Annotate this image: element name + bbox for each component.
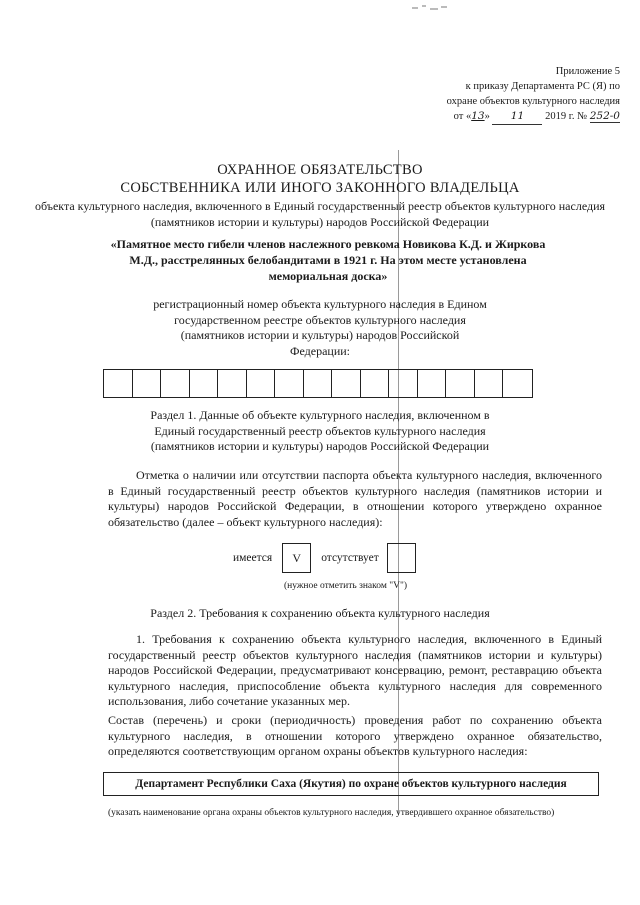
no-passport-label: отсутствует bbox=[321, 552, 379, 564]
department-name-field[interactable]: Департамент Республики Саха (Якутия) по охране объектов культурного наследия bbox=[103, 772, 599, 796]
section-1-paragraph-text: Отметка о наличии или отсутствии паспорта объекта культурного наследия, включенного в Единый государственный реестр объектов культурного наследия (памятников истории и культуры) народов Российской Федерации, в отношении которого утверждено охранное обязательство (далее – объект культурного наследия): bbox=[108, 468, 602, 529]
section-2-heading: Раздел 2. Требования к сохранению объекта культурного наследия bbox=[150, 606, 490, 620]
reg-cell[interactable] bbox=[133, 370, 162, 397]
section-1-paragraph bbox=[108, 468, 602, 530]
document-title-line-2: СОБСТВЕННИКА ИЛИ ИНОГО ЗАКОННОГО ВЛАДЕЛЬЦА bbox=[120, 180, 520, 196]
has-passport-label: имеется bbox=[233, 552, 273, 564]
department-hint: (указать наименование органа охраны объектов культурного наследия, утвердившего охранное обязательство) bbox=[108, 808, 555, 818]
section-2-paragraph-1-text: 1. Требования к сохранению объекта культурного наследия, включенного в Единый государственный реестр объектов культурного наследия (памятников истории и культуры) народов Российской Федерации, предусматривают консервацию, ремонт, реставрацию объекта культурного наследия, приспособление объекта культурного наследия для современного использования, либо сочетание указанных мер. bbox=[108, 632, 602, 708]
reg-cell[interactable] bbox=[218, 370, 247, 397]
section-2-paragraph-2: Состав (перечень) и сроки (периодичность) проведения работ по сохранению объекта культурного наследия, в отношении которого утверждено охранное обязательство, определяются соответствующим органом охраны объектов культурного наследия: bbox=[108, 713, 602, 758]
date-month: 11 bbox=[492, 109, 542, 125]
order-number: 252-0 bbox=[589, 110, 620, 122]
date-mid: » bbox=[484, 111, 490, 122]
reg-cell[interactable] bbox=[332, 370, 361, 397]
registration-caption: регистрационный номер объекта культурного наследия в Едином государственном реестре объектов культурного наследия (памятников истории и культуры) народов Российской Федерации: bbox=[153, 297, 487, 358]
reg-cell[interactable] bbox=[361, 370, 390, 397]
reg-cell[interactable] bbox=[304, 370, 333, 397]
date-prefix: от « bbox=[453, 111, 472, 122]
object-name: «Памятное место гибели членов наслежного ревкома Новикова К.Д. и Жиркова М.Д., расстрелянных белобандитами в 1921 г. На этом месте установлена мемориальная доска» bbox=[110, 237, 546, 283]
scan-mark bbox=[410, 0, 450, 10]
has-passport-checkbox[interactable]: V bbox=[282, 543, 311, 573]
reg-cell[interactable] bbox=[446, 370, 475, 397]
document-title-line-1: ОХРАННОЕ ОБЯЗАТЕЛЬСТВО bbox=[217, 162, 423, 178]
date-day: 13 bbox=[471, 110, 485, 122]
appendix-line-1: Приложение 5 bbox=[555, 66, 620, 77]
section-1-heading: Раздел 1. Данные об объекте культурного наследия, включенном в Единый государственный реестр объектов культурного наследия (памятников истории и культуры) народов Российской Федерации bbox=[150, 408, 490, 453]
document-title-line-3: объекта культурного наследия, включенного в Единый государственный реестр объектов культурного наследия (памятников истории и культуры) народов Российской Федерации bbox=[34, 199, 606, 229]
appendix-header bbox=[370, 64, 620, 125]
reg-cell[interactable] bbox=[389, 370, 418, 397]
no-passport-checkbox[interactable] bbox=[387, 543, 416, 573]
checkbox-hint: (нужное отметить знаком "V") bbox=[284, 581, 407, 591]
appendix-date-line bbox=[370, 109, 620, 125]
passport-checkbox-row bbox=[233, 543, 416, 573]
date-year: 2019 г. № bbox=[545, 111, 588, 122]
reg-cell[interactable] bbox=[104, 370, 133, 397]
section-2-paragraph-1 bbox=[108, 632, 602, 710]
reg-cell[interactable] bbox=[503, 370, 532, 397]
appendix-line-2: к приказу Департамента РС (Я) по bbox=[465, 81, 620, 92]
reg-cell[interactable] bbox=[190, 370, 219, 397]
registration-number-boxes[interactable] bbox=[103, 369, 533, 398]
reg-cell[interactable] bbox=[161, 370, 190, 397]
appendix-line-3: охране объектов культурного наследия bbox=[446, 96, 620, 107]
reg-cell[interactable] bbox=[475, 370, 504, 397]
reg-cell[interactable] bbox=[418, 370, 447, 397]
reg-cell[interactable] bbox=[275, 370, 304, 397]
reg-cell[interactable] bbox=[247, 370, 276, 397]
